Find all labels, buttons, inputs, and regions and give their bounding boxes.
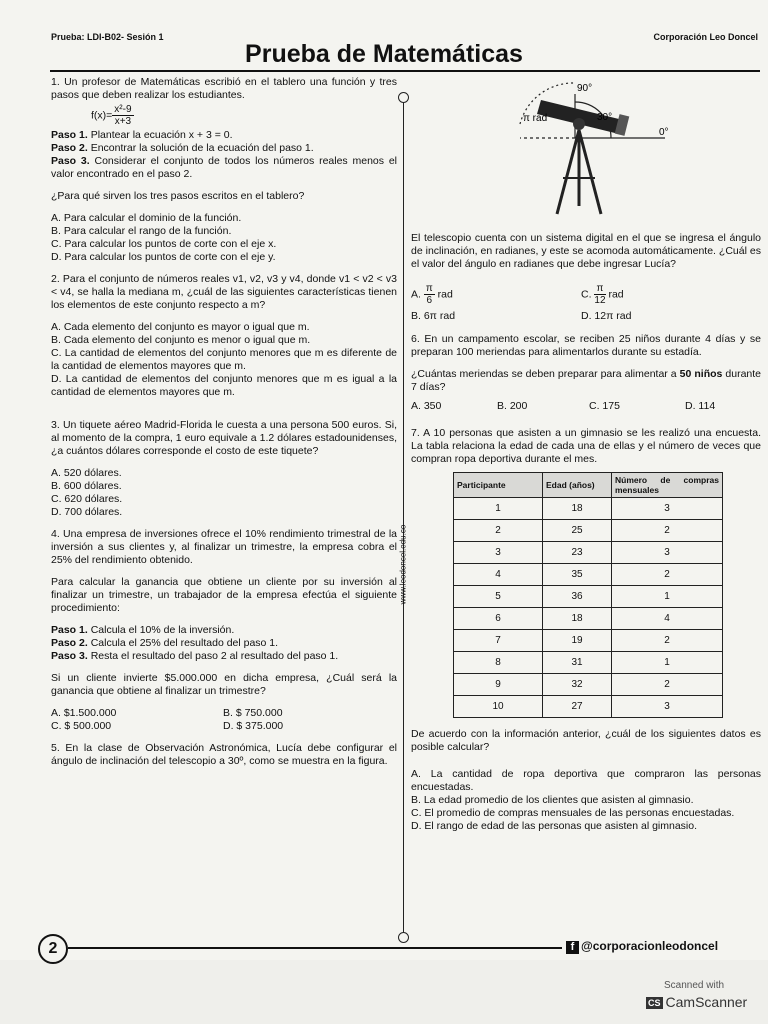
q6-stem: 6. En un campamento escolar, se reciben 25 niños durante 4 días y se preparan 100 meriendas para alimentarlos durante su estadía. xyxy=(411,333,761,358)
scanner-caption: Scanned with xyxy=(664,980,725,991)
q3-option-b[interactable]: B. 600 dólares. xyxy=(51,480,122,492)
table-row: 10 27 3 xyxy=(454,696,723,718)
q5-stem: 5. En la clase de Observación Astronómica, Lucía debe configurar el ángulo de inclinación del telescopio a 30º, como se muestra en la figura. xyxy=(51,742,397,767)
q5-question: El telescopio cuenta con un sistema digital en el que se ingresa el ángulo de inclinación, en radianes, y este se acomoda automáticamente. ¿Cuál es el valor del ángulo en radianes que debe ingresar Lucía? xyxy=(411,232,761,270)
q4-step-3: Paso 3. Resta el resultado del paso 2 al resultado del paso 1. xyxy=(51,650,339,662)
q1-option-c[interactable]: C. Para calcular los puntos de corte con el eje x. xyxy=(51,238,277,250)
q3-option-a[interactable]: A. 520 dólares. xyxy=(51,467,122,479)
q6-options xyxy=(411,400,761,413)
facebook-icon: f xyxy=(566,941,579,954)
telescope-icon xyxy=(537,100,629,214)
social-handle[interactable]: f @corporacionleodoncel xyxy=(566,939,718,954)
col-edad: Edad (años) xyxy=(543,473,612,498)
q1-step-2: Paso 2. Encontrar la solución de la ecuación del paso 1. xyxy=(51,142,314,154)
q1-step-1: Paso 1. Plantear la ecuación x + 3 = 0. xyxy=(51,129,233,141)
q4-option-c[interactable]: C. $ 500.000 xyxy=(51,720,112,732)
q2-option-b[interactable]: B. Cada elemento del conjunto es menor o igual que m. xyxy=(51,334,311,346)
q3-option-d[interactable]: D. 700 dólares. xyxy=(51,506,123,518)
q7-table xyxy=(453,472,723,718)
q7-question: De acuerdo con la información anterior, ¿cuál de los siguientes datos es posible calcular? xyxy=(411,728,761,753)
q1-stem: 1. Un profesor de Matemáticas escribió en el tablero una función y tres pasos que deben realizar los estudiantes. xyxy=(51,76,397,101)
q4-option-a[interactable]: A. $1.500.000 xyxy=(51,707,117,719)
q4-question: Si un cliente invierte $5.000.000 en dicha empresa, ¿Cuál será la ganancia que obtiene al finalizar un trimestre? xyxy=(51,672,397,697)
col-compras: Número de compras mensuales xyxy=(612,473,723,498)
telescope-tripod xyxy=(557,130,601,214)
label-pi: π rad xyxy=(523,113,548,124)
table-row: 7 19 2 xyxy=(454,630,723,652)
q5-option-b[interactable]: B. 6π rad xyxy=(411,310,456,322)
right-column xyxy=(411,232,761,833)
q5-options-row-1 xyxy=(411,283,761,306)
q4-option-b[interactable]: B. $ 750.000 xyxy=(223,707,283,719)
q7-option-d[interactable]: D. El rango de edad de las personas que asisten al gimnasio. xyxy=(411,820,698,832)
q4-step-2: Paso 2. Calcula el 25% del resultado del paso 1. xyxy=(51,637,279,649)
q5-option-a[interactable]: A. $\frac{\pi}{6}$ rad xyxy=(411,283,453,306)
page-number: 2 xyxy=(38,934,68,964)
q2-option-d[interactable]: D. La cantidad de elementos del conjunto menores que m es igual a la cantidad de elementos mayores que m. xyxy=(51,373,397,398)
camscanner-logo-icon: CS xyxy=(648,998,661,1009)
q6-option-c[interactable]: C. 175 xyxy=(589,400,620,412)
q6-option-d[interactable]: D. 114 xyxy=(685,400,716,412)
q1-step-3: Paso 3. Considerar el conjunto de todos los números reales menos el valor encontrado en el paso 2. xyxy=(51,155,397,180)
q7-option-b[interactable]: B. La edad promedio de los clientes que asisten al gimnasio. xyxy=(411,794,694,806)
table-row: 4 35 2 xyxy=(454,564,723,586)
q2-stem: 2. Para el conjunto de números reales v1, v2, v3 y v4, donde v1 < v2 < v3 < v4, se halla la mediana m, ¿cuál de las siguientes características tienen los elementos de este conjunto respecto a m? xyxy=(51,273,397,311)
table-row: 9 32 2 xyxy=(454,674,723,696)
q1-fraction: $\frac{\text{x²-9}}{x+3}$ xyxy=(114,104,132,127)
q6-option-b[interactable]: B. 200 xyxy=(497,400,528,412)
q7-stem: 7. A 10 personas que asisten a un gimnasio se les realizó una encuesta. La tabla relaciona la edad de cada una de ellas y el número de veces que compran ropa deportiva durante el mes. xyxy=(411,427,761,465)
title-underline xyxy=(50,70,760,72)
page-title: Prueba de Matemáticas xyxy=(245,40,523,68)
telescope-lens xyxy=(615,114,630,136)
left-column xyxy=(51,76,397,768)
q5-option-d[interactable]: D. 12π rad xyxy=(581,310,632,322)
table-row: 8 31 1 xyxy=(454,652,723,674)
col-participante: Participante xyxy=(454,473,543,498)
telescope-mount xyxy=(573,118,585,130)
table-row: 2 25 2 xyxy=(454,520,723,542)
telescope-figure xyxy=(505,78,710,220)
q4-options-row-2 xyxy=(51,720,397,733)
q4-option-d[interactable]: D. $ 375.000 xyxy=(223,720,284,732)
table-row: 1 18 3 xyxy=(454,498,723,520)
q1-option-b[interactable]: B. Para calcular el rango de la función. xyxy=(51,225,232,237)
q6-question: ¿Cuántas meriendas se deben preparar para alimentar a 50 niños durante 7 días? xyxy=(411,368,761,393)
institution-name: Corporación Leo Doncel xyxy=(653,32,758,42)
label-90: 90° xyxy=(577,83,593,94)
q4-intro: Para calcular la ganancia que obtiene un cliente por su inversión al finalizar un trimestre, un trabajador de la empresa efectúa el siguiente procedimiento: xyxy=(51,576,397,614)
q4-stem: 4. Una empresa de inversiones ofrece el 10% rendimiento trimestral de la inversión a sus clientes y, al finalizar un trimestre, la empresa cobra el 25% del rendimiento obtenido. xyxy=(51,528,397,566)
q1-option-d[interactable]: D. Para calcular los puntos de corte con el eje y. xyxy=(51,251,276,263)
table-header-row xyxy=(454,473,723,498)
table-row: 3 23 3 xyxy=(454,542,723,564)
label-30: 30° xyxy=(597,112,613,123)
scanner-brand: CS CamScanner xyxy=(648,994,748,1010)
q5-option-c[interactable]: C. $\frac{\pi}{12}$ rad xyxy=(581,283,624,306)
q6-option-a[interactable]: A. 350 xyxy=(411,400,442,412)
q3-option-c[interactable]: C. 620 dólares. xyxy=(51,493,123,505)
q3-stem: 3. Un tiquete aéreo Madrid-Florida le cuesta a una persona 500 euros. Si, al momento de la compra, 1 euro equivale a 1.2 dólares estadounidenses, ¿a cuántos dólares corresponde el costo de este tiquete? xyxy=(51,419,397,457)
website-vertical: www.leodoncel.edu.co xyxy=(398,524,408,605)
q2-option-c[interactable]: C. La cantidad de elementos del conjunto menores que m es diferente de la cantidad de elementos mayores que m. xyxy=(51,347,397,372)
q2-option-a[interactable]: A. Cada elemento del conjunto es mayor o igual que m. xyxy=(51,321,310,333)
q1-function: f(x)= $\frac{\text{x²-9}}{x+3}$ xyxy=(91,104,132,127)
footer-rule xyxy=(68,947,562,949)
table-row: 5 36 1 xyxy=(454,586,723,608)
q1-option-a[interactable]: A. Para calcular el dominio de la función. xyxy=(51,212,242,224)
table-row: 6 18 4 xyxy=(454,608,723,630)
divider-ring-top xyxy=(398,92,409,103)
q4-options-row-1 xyxy=(51,707,397,720)
divider-ring-bottom xyxy=(398,932,409,943)
q7-option-c[interactable]: C. El promedio de compras mensuales de las personas encuestadas. xyxy=(411,807,735,819)
q1-question: ¿Para qué sirven los tres pasos escritos en el tablero? xyxy=(51,190,305,202)
q5-options-row-2 xyxy=(411,310,761,323)
test-code: Prueba: LDI-B02- Sesión 1 xyxy=(51,32,164,42)
q7-option-a[interactable]: A. La cantidad de ropa deportiva que compraron las personas encuestadas. xyxy=(411,768,761,793)
q4-step-1: Paso 1. Calcula el 10% de la inversión. xyxy=(51,624,235,636)
label-0: 0° xyxy=(659,127,669,138)
